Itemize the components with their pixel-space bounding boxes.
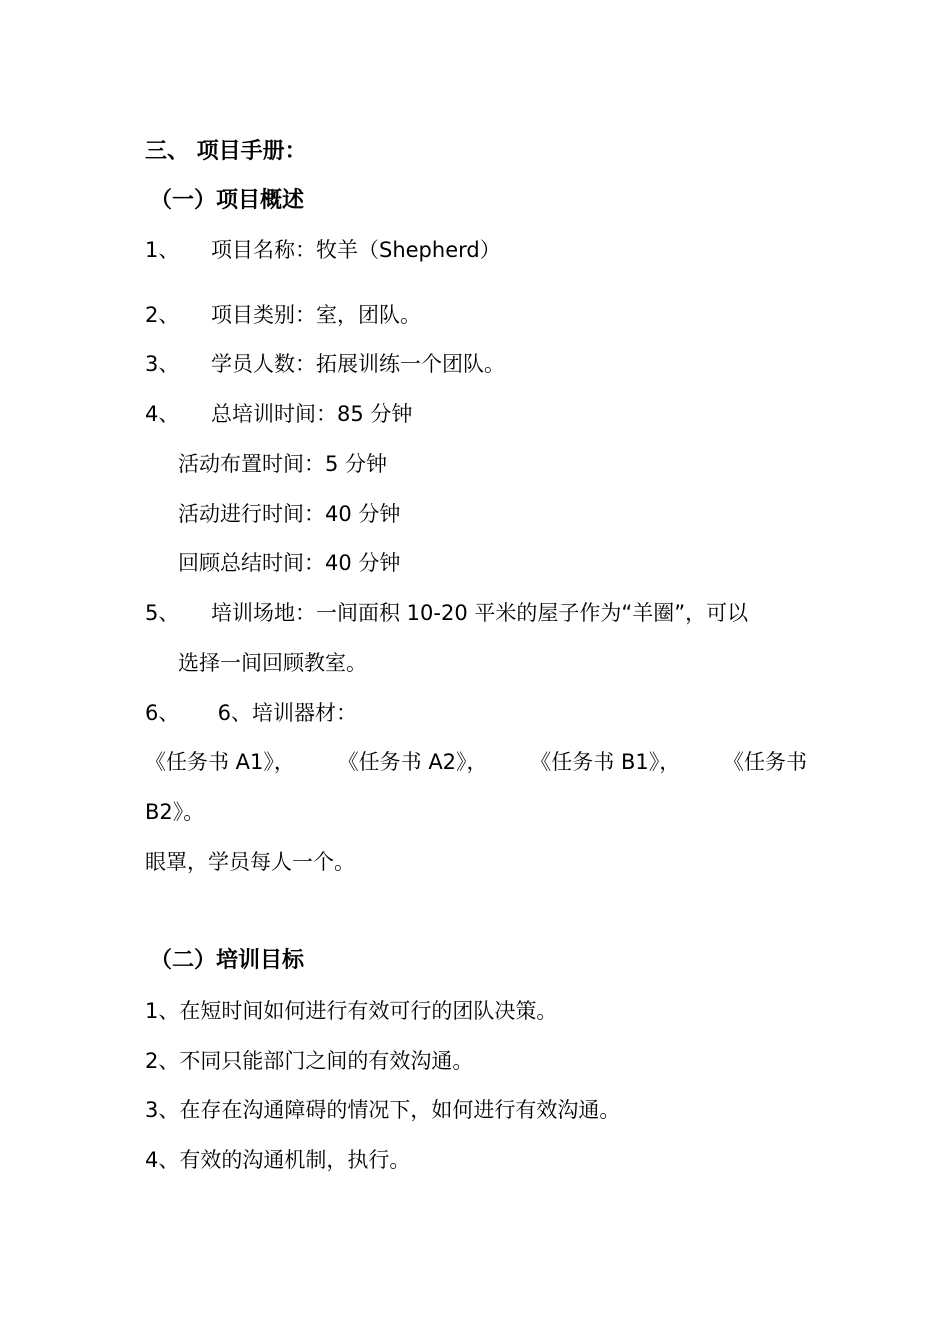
book-b2-start: 《任务书: [722, 750, 807, 774]
book-a1: 《任务书 A1》，: [145, 750, 295, 774]
overview-item-6: [145, 699, 357, 727]
venue-continuation: 选择一间回顾教室。: [178, 651, 367, 675]
goal-item-2: 2、不同只能部门之间的有效沟通。: [145, 1049, 474, 1073]
book-b1: 《任务书 B1》，: [530, 750, 681, 774]
book-a2: 《任务书 A2》，: [337, 750, 488, 774]
item-text: 项目名称：牧羊（Shepherd）: [211, 238, 501, 262]
time-detail-activity: 活动进行时间：40 分钟: [178, 502, 401, 526]
overview-item-4: [145, 400, 412, 428]
goal-item-4: 4、有效的沟通机制，执行。: [145, 1148, 411, 1172]
overview-item-3: [145, 350, 505, 378]
overview-heading: （一）项目概述: [150, 188, 305, 213]
time-detail-setup: 活动布置时间：5 分钟: [178, 452, 388, 476]
goals-heading: （二）培训目标: [150, 948, 305, 973]
overview-item-1: [145, 236, 501, 264]
section-title: 三、 项目手册：: [145, 139, 307, 164]
item-number: 2、: [145, 303, 180, 327]
item-number: 3、: [145, 352, 180, 376]
item-number: 5、: [145, 601, 180, 625]
equipment-blindfold: 眼罩，学员每人一个。: [145, 850, 355, 874]
overview-item-2: [145, 301, 421, 329]
item-number: 4、: [145, 402, 180, 426]
item-number: 6、: [145, 701, 180, 725]
item-text: 项目类别：室，团队。: [211, 303, 421, 327]
item-text: 学员人数：拓展训练一个团队。: [211, 352, 505, 376]
equipment-books-line: [145, 748, 807, 776]
goal-item-3: 3、在存在沟通障碍的情况下，如何进行有效沟通。: [145, 1098, 621, 1122]
item-text: 培训场地：一间面积 10-20 平米的屋子作为“羊圈”，可以: [211, 601, 749, 625]
item-text: 6、培训器材：: [211, 701, 358, 725]
equipment-books-continuation: B2》。: [145, 800, 205, 824]
item-text: 总培训时间：85 分钟: [211, 402, 413, 426]
overview-item-5: [145, 599, 748, 627]
goal-item-1: 1、在短时间如何进行有效可行的团队决策。: [145, 999, 558, 1023]
item-number: 1、: [145, 238, 180, 262]
time-detail-review: 回顾总结时间：40 分钟: [178, 551, 401, 575]
